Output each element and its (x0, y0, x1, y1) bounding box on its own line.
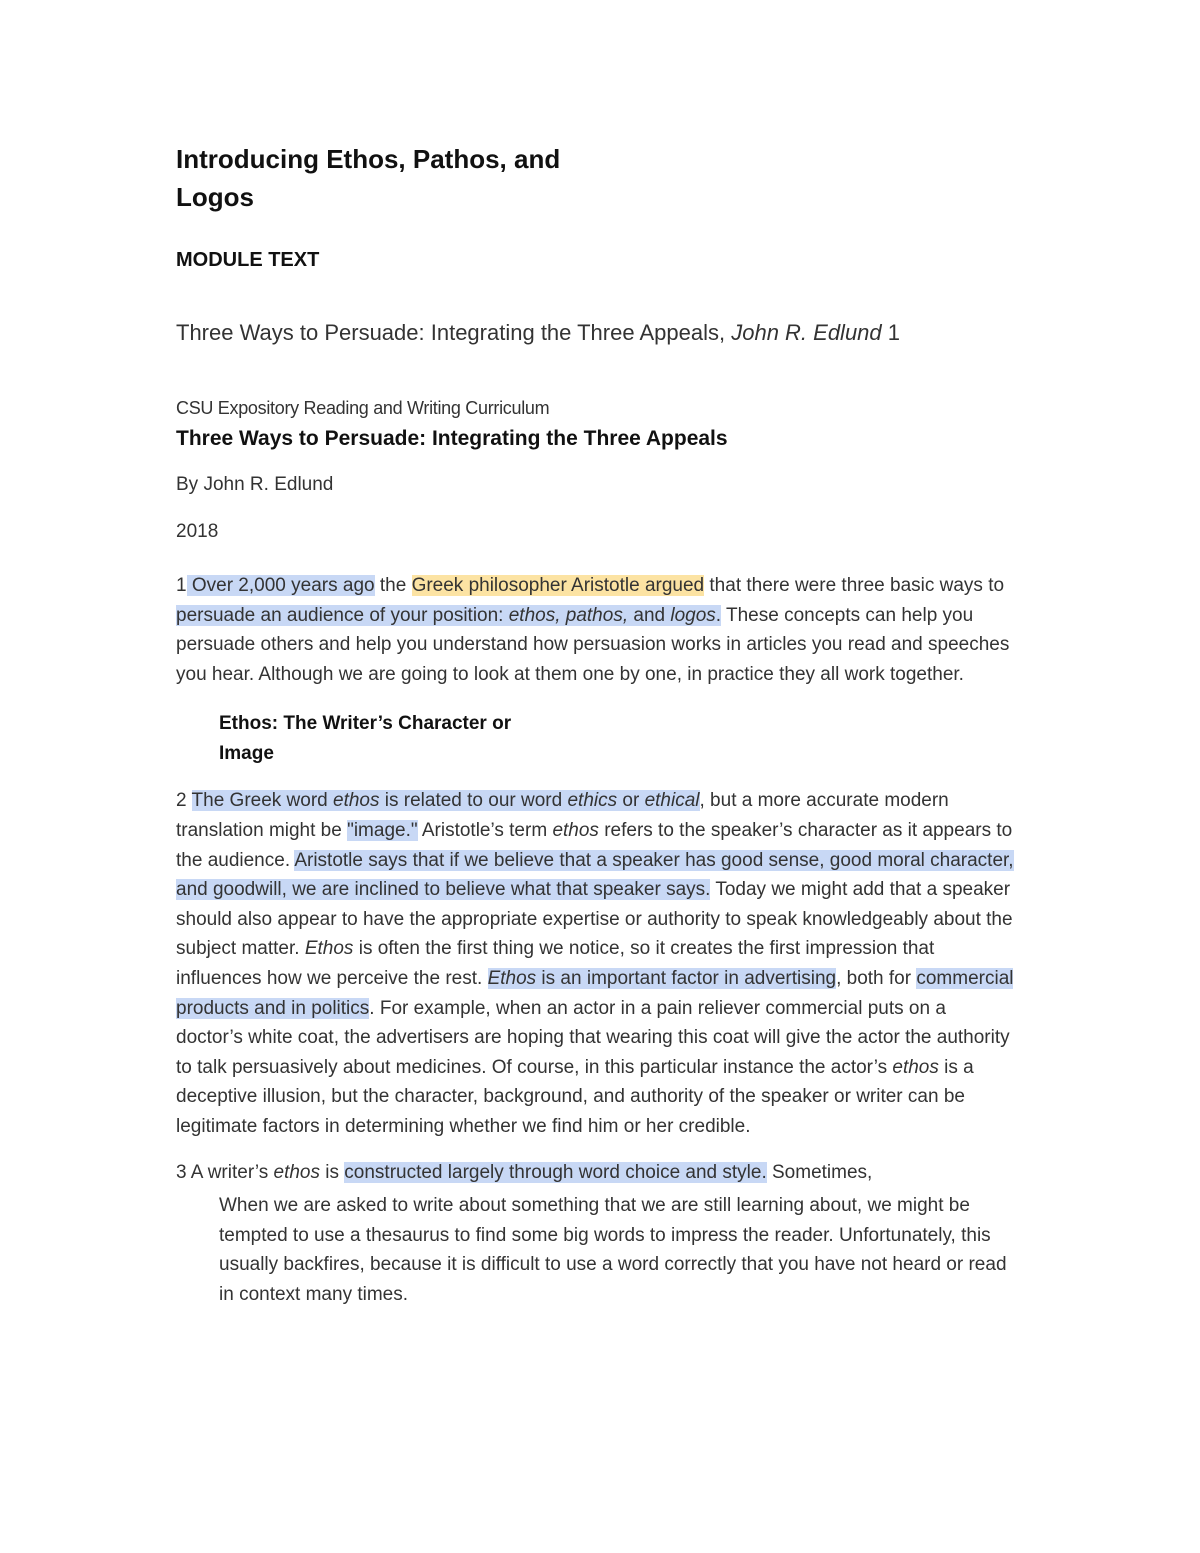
block-quote: When we are asked to write about something that we are still learning about, we might be tempted to use a thesaurus to find some big words to impress the reader. Unfortunately, this usually backfires, because it is difficult to use a word correctly that you have not heard or read in context many times. (219, 1195, 1007, 1305)
paragraph-2 (176, 786, 1016, 1141)
text-run: Aristotle’s term (417, 819, 553, 841)
text-run: ethics (567, 790, 618, 812)
paragraph-number: 2 (176, 790, 192, 812)
text-run: , but a more accurate modern translation might be (176, 790, 949, 841)
highlight: Over 2,000 years ago (186, 575, 375, 596)
document-page (176, 140, 1016, 1309)
title-line-2: Logos (176, 182, 254, 212)
text-run: persuade an audience of your position: (176, 604, 509, 626)
text-run: is (320, 1161, 345, 1183)
highlight: Aristotle says that if we believe that a speaker has good sense, good moral character, and goodwill, we are inclined to believe what that speaker says. (176, 849, 1014, 901)
highlight: "image." (347, 819, 418, 841)
text-run: Sometimes, (766, 1161, 873, 1183)
text-run: . For example, when an actor in a pain reliever commercial puts on a doctor’s white coat, the advertisers are hoping that wearing this coat will give the actor the authority to talk persuasively about medicines. Of course, in this particular instance the actor’s (176, 997, 1010, 1078)
document-title (176, 140, 1016, 216)
article-title: Three Ways to Persuade: Integrating the Three Appeals (176, 427, 728, 450)
module-label: MODULE TEXT (176, 249, 320, 271)
source-line (176, 318, 1016, 348)
text-run: . (715, 604, 722, 626)
title-line-1: Introducing Ethos, Pathos, and (176, 144, 561, 174)
text-run: Today we might add that a speaker should also appear to have the appropriate expertise or authority to speak knowledgeably about the subject matter. (176, 879, 1013, 960)
year-line: 2018 (176, 521, 219, 542)
source-ref: 1 (881, 320, 901, 345)
text-run: ethos (273, 1161, 320, 1183)
text-run: refers to the speaker’s character as it appears to the audience. (176, 819, 1013, 871)
source-author: John R. Edlund (731, 320, 882, 345)
highlight (192, 790, 700, 811)
text-run: the (374, 575, 412, 596)
text-run: Ethos (304, 938, 354, 960)
source-title: Three Ways to Persuade: Integrating the Three Appeals, (176, 320, 732, 345)
text-run: ethical (644, 790, 700, 812)
paragraph-3 (176, 1158, 1016, 1188)
highlight (488, 968, 837, 989)
highlight (176, 605, 721, 626)
text-run: that there were three basic ways to (704, 575, 1005, 596)
text-run: ethos (552, 819, 599, 841)
text-run: ethos (892, 1056, 939, 1078)
text-run: is an important factor in advertising (536, 967, 837, 989)
heading-line-2: Image (219, 742, 274, 764)
text-run: ethos (333, 790, 380, 812)
text-run: 3 A writer’s (176, 1161, 274, 1183)
author-line: By John R. Edlund (176, 474, 334, 495)
text-run: The Greek word (191, 790, 334, 812)
text-run: , both for (836, 967, 917, 989)
paragraph-1 (176, 571, 1016, 689)
text-run: or (617, 790, 645, 812)
highlight: constructed largely through word choice and style. (344, 1161, 767, 1183)
text-run: and (628, 604, 671, 626)
highlight-yellow: Greek philosopher Aristotle argued (411, 575, 705, 596)
section-heading-ethos (219, 709, 1016, 768)
text-run: is a deceptive illusion, but the character, background, and authority of the speaker or writer can be legitimate factors in determining whether we find him or her credible. (176, 1056, 974, 1137)
highlight: commercial products and in politics (176, 967, 1014, 1019)
paragraph-number: 1 (176, 575, 187, 596)
text-run: Ethos (487, 967, 537, 989)
text-run: is related to our word (379, 790, 568, 812)
text-run: These concepts can help you persuade others and help you understand how persuasion works in articles you read and speeches you hear. Although we are going to look at them one by one, in practice they all work together. (176, 604, 1010, 685)
heading-line-1: Ethos: The Writer’s Character or (219, 713, 512, 735)
text-run: logos (670, 604, 716, 626)
curriculum-label: CSU Expository Reading and Writing Curriculum (176, 398, 550, 418)
text-run: is often the first thing we notice, so it creates the first impression that influences how we perceive the rest. (176, 938, 935, 989)
text-run: ethos, pathos, (508, 604, 629, 626)
